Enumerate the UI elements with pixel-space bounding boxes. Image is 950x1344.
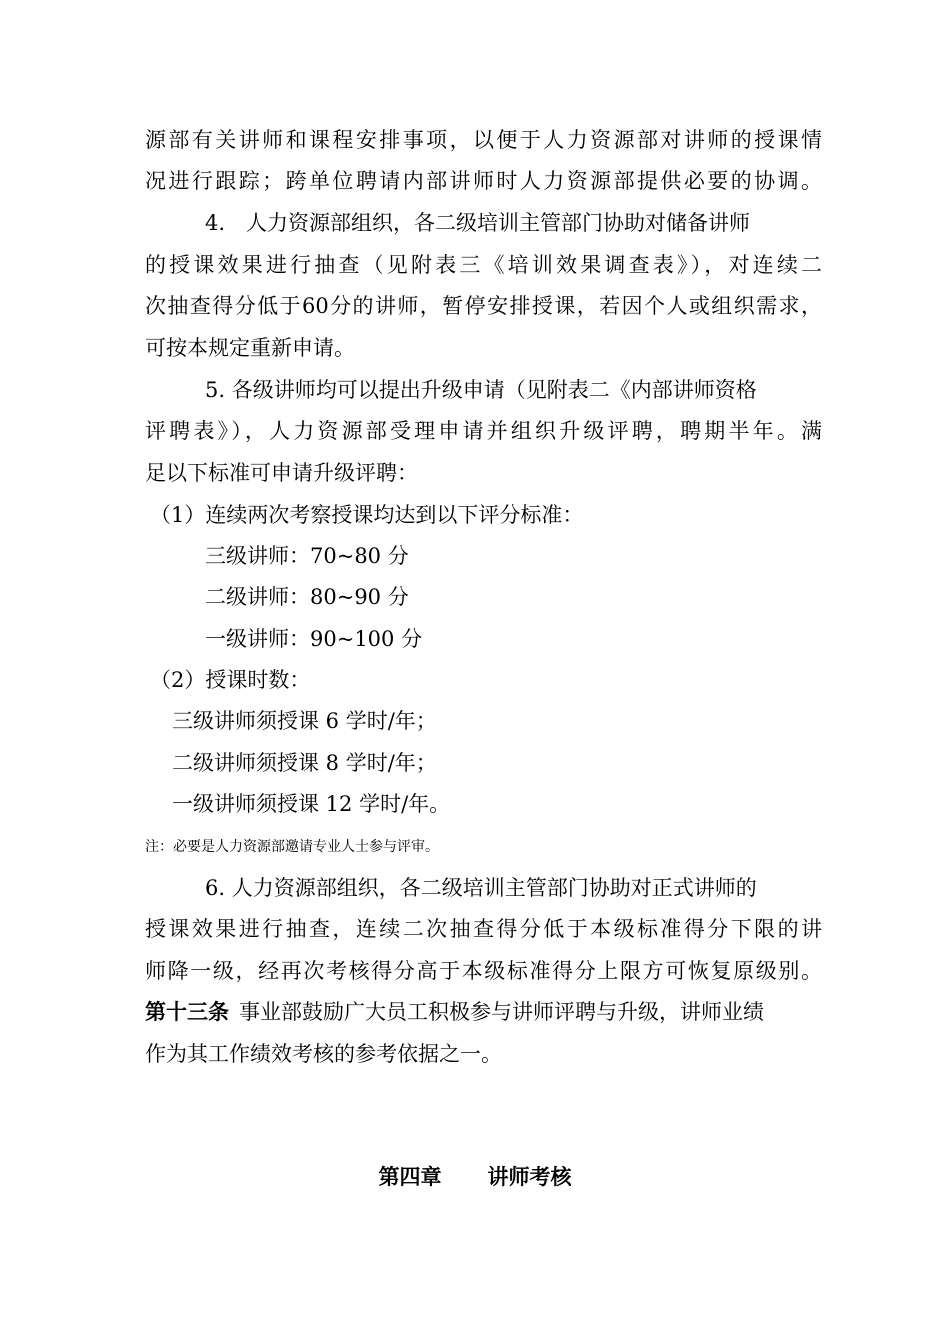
paragraph-line: 可按本规定重新申请。 <box>145 336 355 360</box>
paragraph-line: 况进行跟踪；跨单位聘请内部讲师时人力资源部提供必要的协调。 <box>145 169 822 193</box>
list-item: 一级讲师：90~100 分 <box>205 627 423 651</box>
paragraph-line: 6. 人力资源部组织，各二级培训主管部门协助对正式讲师的 <box>205 876 757 900</box>
list-item: 一级讲师须授课 12 学时/年。 <box>172 792 451 816</box>
paragraph-line: 授课效果进行抽查，连续二次抽查得分低于本级标准得分下限的讲 <box>145 917 822 941</box>
chapter-number: 第四章 <box>378 1164 442 1189</box>
list-item: 三级讲师：70~80 分 <box>205 544 409 568</box>
paragraph-line: 次抽查得分低于60分的讲师，暂停安排授课，若因个人或组织需求， <box>145 294 822 318</box>
paragraph-line: 评聘表》），人力资源部受理申请并组织升级评聘，聘期半年。满 <box>145 419 822 443</box>
list-item: 三级讲师须授课 6 学时/年； <box>172 709 437 733</box>
paragraph-line: 足以下标准可申请升级评聘： <box>145 461 418 485</box>
list-item: 二级讲师：80~90 分 <box>205 585 409 609</box>
article-13-line <box>145 997 822 1027</box>
paragraph-line: 师降一级，经再次考核得分高于本级标准得分上限方可恢复原级别。 <box>145 959 822 983</box>
paragraph-line: 的授课效果进行抽查（见附表三《培训效果调查表》），对连续二 <box>145 253 822 277</box>
list-item: （1）连续两次考察授课均达到以下评分标准： <box>150 503 584 527</box>
article-13-text: 事业部鼓励广大员工积极参与讲师评聘与升级，讲师业绩 <box>239 1000 764 1024</box>
article-13-heading: 第十三条 <box>145 999 229 1024</box>
chapter-title: 讲师考核 <box>487 1164 572 1189</box>
paragraph-line: 源部有关讲师和课程安排事项，以便于人力资源部对讲师的授课情 <box>145 128 822 152</box>
list-item: 二级讲师须授课 8 学时/年； <box>172 751 437 775</box>
article-13-continuation: 作为其工作绩效考核的参考依据之一。 <box>145 1042 502 1066</box>
note-text: 注：必要是人力资源部邀请专业人士参与评审。 <box>145 839 439 855</box>
list-item: （2）授课时数： <box>150 668 311 692</box>
paragraph-line: 4. 人力资源部组织，各二级培训主管部门协助对储备讲师 <box>205 211 751 235</box>
paragraph-line: 5. 各级讲师均可以提出升级申请（见附表二《内部讲师资格 <box>205 378 757 402</box>
chapter-heading <box>0 1162 950 1192</box>
